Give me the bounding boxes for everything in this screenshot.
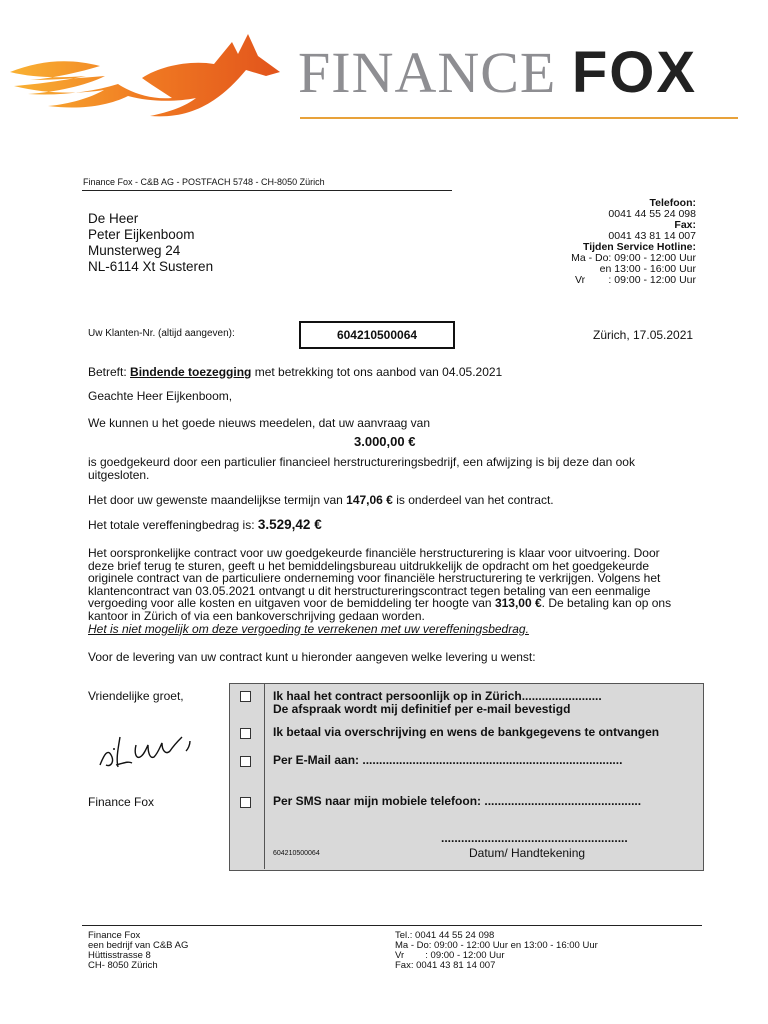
contact-block — [496, 198, 696, 286]
fax-number: 0041 43 81 14 007 — [608, 230, 696, 242]
paragraph-line: deze brief terug te sturen, geeft u het bemiddelingsbureau uitdrukkelijk de opdracht om het goedgekeurde — [88, 558, 650, 573]
monthly-term-amount: 147,06 € — [346, 493, 393, 507]
paragraph-text: Het totale vereffeningbedrag is: — [88, 518, 258, 532]
notice-line: Het is niet mogelijk om deze vergoeding te verrekenen met uw vereffeningsbedrag. — [88, 621, 529, 636]
paragraph-line: kantoor in Zürich of via een bankoverschrijving gedaan worden. — [88, 608, 425, 623]
footer-divider — [82, 925, 702, 926]
place-date: Zürich, 17.05.2021 — [593, 328, 694, 342]
subject-rest: met betrekking tot ons aanbod van 04.05.2021 — [251, 365, 503, 379]
subject-line — [88, 366, 698, 379]
client-number-label: Uw Klanten-Nr. (altijd aangeven): — [88, 328, 235, 339]
fox-logo-icon — [0, 20, 300, 130]
footer-line: Tel.: 0041 44 55 24 098 — [395, 930, 495, 941]
email-option-label: Per E-Mail aan: .............................................................................. — [273, 753, 623, 767]
footer-left — [88, 931, 188, 971]
signer-name: Finance Fox — [88, 795, 155, 809]
paragraph-text: is onderdeel van het contract. — [392, 493, 554, 507]
closing: Vriendelijke groet, — [88, 689, 184, 703]
sender-divider — [82, 190, 452, 191]
total-amount: 3.529,42 € — [257, 517, 322, 532]
paragraph-line: Het oorspronkelijke contract voor uw goedgekeurde financiële herstructurering is klaar voor uitvoering. Door — [88, 546, 660, 560]
footer-line: een bedrijf van C&B AG — [88, 940, 189, 951]
brand-name-light: FINANCE — [298, 40, 572, 105]
footer-line: CH- 8050 Zürich — [88, 960, 158, 971]
fax-label: Fax: — [674, 219, 696, 231]
bank-transfer-checkbox[interactable] — [240, 728, 251, 739]
paragraph-line: originele contract van de particuliere onderneming voor financiële herstructurering te verkrijgen. Volgens het — [88, 571, 661, 586]
footer-line: Hüttisstrasse 8 — [88, 950, 151, 961]
sender-line: Finance Fox - C&B AG - POSTFACH 5748 - CH-8050 Zürich — [83, 177, 325, 187]
client-number: 604210500064 — [299, 321, 455, 349]
contract-paragraph — [88, 547, 698, 635]
bank-transfer-option-label: Ik betaal via overschrijving en wens de bankgegevens te ontvangen — [273, 725, 660, 739]
recipient-address — [88, 211, 213, 275]
hotline-label: Tijden Service Hotline: — [582, 241, 696, 253]
recipient-line: NL-6114 Xt Susteren — [88, 259, 214, 274]
phone-label: Telefoon: — [649, 197, 696, 209]
footer-right — [395, 931, 598, 971]
signature-icon — [90, 705, 202, 777]
paragraph-text: vergoeding voor alle kosten en uitgaven voor de bemiddeling ter hoogte van — [88, 596, 495, 611]
fee-amount: 313,00 € — [494, 596, 542, 611]
sms-checkbox[interactable] — [240, 797, 251, 808]
hotline-hours: en 13:00 - 16:00 Uur — [599, 263, 696, 275]
phone-number: 0041 44 55 24 098 — [608, 208, 696, 220]
monthly-term-paragraph — [88, 494, 698, 507]
hotline-hours: Vr : 09:00 - 12:00 Uur — [574, 274, 696, 286]
brand-name — [298, 40, 698, 105]
pickup-checkbox[interactable] — [240, 691, 251, 702]
delivery-paragraph: Voor de levering van uw contract kunt u hieronder aangeven welke levering u wenst: — [88, 650, 536, 664]
loan-amount: 3.000,00 € — [354, 434, 416, 449]
subject-prefix: Betreft: — [88, 365, 131, 379]
option-text: Ik haal het contract persoonlijk op in Zürich........................ — [273, 689, 602, 703]
footer-line: Vr : 09:00 - 12:00 Uur — [395, 950, 505, 961]
subject-bold: Bindende toezegging — [130, 365, 252, 379]
footer-line: Ma - Do: 09:00 - 12:00 Uur en 13:00 - 16:00 Uur — [395, 940, 598, 951]
recipient-line: De Heer — [88, 211, 139, 226]
paragraph-line: klantencontract van 03.05.2021 ontvangt u dit herstructureringscontract tegen betaling van een eenmalige — [88, 583, 651, 598]
total-amount-paragraph — [88, 519, 698, 532]
signature — [90, 705, 202, 777]
intro-paragraph: We kunnen u het goede nieuws meedelen, dat uw aanvraag van — [88, 416, 431, 430]
brand-underline — [300, 117, 738, 119]
paragraph-text: Het door uw gewenste maandelijkse termijn van — [88, 493, 347, 507]
hotline-hours: Ma - Do: 09:00 - 12:00 Uur — [571, 252, 696, 264]
paragraph-text: . De betaling kan op ons — [541, 596, 672, 611]
options-divider — [264, 683, 265, 869]
approval-paragraph — [88, 456, 698, 481]
sms-option-label: Per SMS naar mijn mobiele telefoon: ............................................... — [273, 794, 642, 808]
salutation: Geachte Heer Eijkenboom, — [88, 389, 233, 403]
option-text: De afspraak wordt mij definitief per e-mail bevestigd — [273, 702, 571, 716]
recipient-line: Munsterweg 24 — [88, 243, 181, 258]
pickup-option-label — [273, 690, 602, 716]
paragraph-line: uitgesloten. — [88, 467, 150, 482]
email-checkbox[interactable] — [240, 756, 251, 767]
signature-dots: ........................................................ — [441, 831, 628, 845]
brand-name-bold: FOX — [571, 40, 698, 105]
paragraph-line: is goedgekeurd door een particulier financieel herstructureringsbedrijf, een afwijzing is bij deze dan ook — [88, 455, 635, 469]
footer-line: Fax: 0041 43 81 14 007 — [395, 960, 496, 971]
recipient-line: Peter Eijkenboom — [88, 227, 195, 242]
footer-line: Finance Fox — [88, 930, 141, 941]
signature-label: Datum/ Handtekening — [469, 846, 586, 860]
reference-number: 604210500064 — [273, 850, 320, 857]
